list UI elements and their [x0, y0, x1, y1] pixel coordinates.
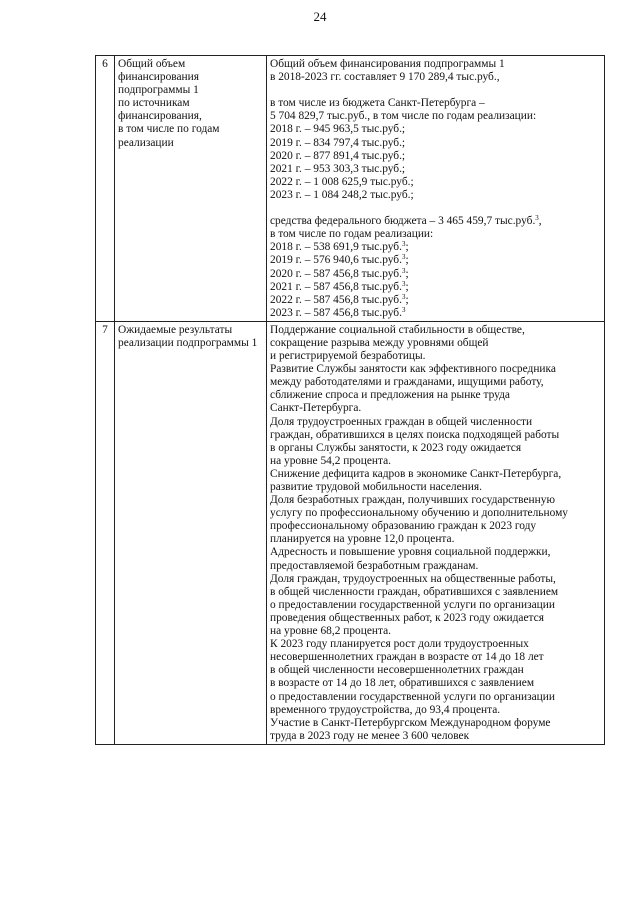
content-text: Доля граждан, трудоустроенных на общественные работы,	[270, 572, 556, 585]
content-line	[270, 137, 601, 150]
content-text: в том числе из бюджета Санкт-Петербурга –	[270, 97, 485, 110]
row-number: 6	[96, 56, 115, 322]
content-line	[270, 389, 601, 402]
label-line: финансирования	[118, 71, 199, 84]
content-line	[270, 307, 601, 320]
content-text: в общей численности граждан, обратившихся с заявлением	[270, 585, 559, 598]
content-text: 2019 г. – 576 940,6 тыс.руб.	[270, 254, 402, 267]
row-label	[115, 56, 267, 322]
content-line	[270, 691, 601, 704]
content-line	[270, 717, 601, 730]
table-row	[96, 321, 605, 744]
content-text: Санкт-Петербурга.	[270, 402, 362, 415]
content-text: 2021 г. – 587 456,8 тыс.руб.	[270, 280, 402, 293]
content-punctuation: ;	[405, 254, 409, 267]
content-text: услугу по профессиональному обучению и дополнительному	[270, 507, 568, 520]
content-text: 5 704 829,7 тыс.руб., в том числе по годам реализации:	[270, 110, 537, 123]
content-text: Общий объем финансирования подпрограммы 1	[270, 58, 505, 70]
content-line	[270, 268, 601, 281]
content-line	[270, 337, 601, 350]
row-content	[267, 321, 605, 744]
content-line	[270, 730, 601, 743]
content-line	[270, 150, 601, 163]
row-content	[267, 56, 605, 322]
content-text: на уровне 54,2 процента.	[270, 454, 391, 467]
page-number: 24	[313, 9, 327, 24]
content-text: Снижение дефицита кадров в экономике Санкт-Петербурга,	[270, 467, 562, 480]
content-line	[270, 704, 601, 717]
content-line	[270, 429, 601, 442]
content-line	[270, 176, 601, 189]
content-line	[270, 281, 601, 294]
content-line	[270, 638, 601, 651]
content-text: проведения общественных работ, к 2023 году ожидается	[270, 611, 544, 624]
content-text: 2023 г. – 587 456,8 тыс.руб.	[270, 306, 402, 319]
label-line: Общий объем	[118, 58, 186, 70]
content-line	[270, 612, 601, 625]
content-line	[270, 520, 601, 533]
content-text: развитие трудовой мобильности населения.	[270, 481, 482, 493]
content-text: 2022 г. – 587 456,8 тыс.руб.	[270, 293, 402, 306]
content-text: планируется на уровне 12,0 процента.	[270, 533, 455, 546]
content-line	[270, 254, 601, 267]
content-punctuation: ;	[405, 267, 409, 280]
label-line: подпрограммы 1	[118, 84, 199, 97]
label-line: Ожидаемые результаты	[118, 323, 233, 336]
content-text: профессиональному образованию граждан к 2023 году	[270, 520, 537, 533]
content-text: сближение спроса и предложения на рынке труда	[270, 389, 510, 402]
content-text: средства федерального бюджета – 3 465 459,7 тыс.руб.	[270, 215, 536, 228]
content-line	[270, 58, 601, 71]
content-text: Участие в Санкт-Петербургском Международном форуме	[270, 716, 551, 729]
content-line	[270, 189, 601, 202]
footnote-marker: 3	[401, 292, 406, 301]
paragraph-gap	[270, 84, 601, 97]
table-row	[96, 56, 605, 322]
label-line: по источникам	[118, 97, 190, 110]
footnote-marker: 3	[401, 253, 406, 262]
content-punctuation: ,	[538, 215, 542, 228]
content-text: предоставляемой безработным гражданам.	[270, 559, 479, 572]
content-line	[270, 651, 601, 664]
content-line	[270, 350, 601, 363]
content-line	[270, 560, 601, 573]
content-text: сокращение разрыва между уровнями общей	[270, 336, 489, 349]
paragraph-gap	[270, 202, 601, 215]
content-line	[270, 442, 601, 455]
content-text: в возрасте от 14 до 18 лет, обратившихся с заявлением	[270, 677, 535, 690]
label-line: реализации	[118, 136, 174, 149]
content-line	[270, 455, 601, 468]
content-line	[270, 416, 601, 429]
footnote-marker: 3	[401, 279, 406, 288]
label-line: реализации подпрограммы 1	[118, 336, 258, 349]
content-text: несовершеннолетних граждан в возрасте от 14 до 18 лет	[270, 651, 544, 664]
content-line	[270, 664, 601, 677]
label-line: финансирования,	[118, 110, 202, 123]
content-line	[270, 599, 601, 612]
content-text: Развитие Службы занятости как эффективного посредника	[270, 363, 556, 376]
content-line	[270, 546, 601, 559]
content-text: на уровне 68,2 процента.	[270, 625, 391, 638]
content-line	[270, 376, 601, 389]
content-text: 2023 г. – 1 084 248,2 тыс.руб.;	[270, 188, 414, 201]
content-text: граждан, обратившихся в целях поиска подходящей работы	[270, 428, 560, 441]
content-line	[270, 363, 601, 376]
content-line	[270, 507, 601, 520]
label-line: в том числе по годам	[118, 123, 220, 136]
content-text: между работодателями и гражданами, ищущими работу,	[270, 376, 544, 389]
content-line	[270, 123, 601, 136]
content-text: 2021 г. – 953 303,3 тыс.руб.;	[270, 162, 406, 175]
content-text: Доля безработных граждан, получивших государственную	[270, 494, 555, 507]
content-line	[270, 215, 601, 228]
footnote-marker: 3	[401, 305, 406, 314]
content-line	[270, 533, 601, 546]
footnote-marker: 3	[401, 240, 406, 249]
content-line	[270, 163, 601, 176]
content-line	[270, 228, 601, 241]
content-text: К 2023 году планируется рост доли трудоустроенных	[270, 638, 529, 651]
content-line	[270, 573, 601, 586]
content-line	[270, 110, 601, 123]
footnote-marker: 3	[401, 266, 406, 275]
content-line	[270, 677, 601, 690]
content-text: 2018 г. – 538 691,9 тыс.руб.	[270, 241, 402, 254]
content-text: о предоставлении государственной услуги по организации	[270, 690, 555, 703]
content-punctuation: ;	[405, 241, 409, 254]
passport-table	[95, 55, 605, 745]
content-line	[270, 97, 601, 110]
content-line	[270, 71, 601, 84]
content-line	[270, 494, 601, 507]
content-line	[270, 586, 601, 599]
content-line	[270, 468, 601, 481]
content-text: в общей численности несовершеннолетних граждан	[270, 664, 524, 677]
content-text: о предоставлении государственной услуги по организации	[270, 598, 555, 611]
footnote-marker: 3	[535, 214, 539, 223]
content-line	[270, 481, 601, 494]
content-text: в том числе по годам реализации:	[270, 228, 434, 241]
content-text: 2018 г. – 945 963,5 тыс.руб.;	[270, 123, 406, 136]
content-text: труда в 2023 году не менее 3 600 человек	[270, 729, 470, 742]
content-text: 2022 г. – 1 008 625,9 тыс.руб.;	[270, 175, 414, 188]
content-text: 2020 г. – 877 891,4 тыс.руб.;	[270, 149, 406, 162]
content-text: в органы Службы занятости, к 2023 году ожидается	[270, 441, 522, 454]
content-text: временного трудоустройства, до 93,4 процента.	[270, 703, 501, 716]
content-line	[270, 402, 601, 415]
content-text: Адресность и повышение уровня социальной поддержки,	[270, 546, 551, 559]
row-number: 7	[96, 321, 115, 744]
content-punctuation: ;	[405, 280, 409, 293]
content-text: 2020 г. – 587 456,8 тыс.руб.	[270, 267, 402, 280]
content-line	[270, 625, 601, 638]
content-text: Доля трудоустроенных граждан в общей численности	[270, 415, 533, 428]
content-line	[270, 241, 601, 254]
content-line	[270, 294, 601, 307]
row-label	[115, 321, 267, 744]
content-text: в 2018-2023 гг. составляет 9 170 289,4 тыс.руб.,	[270, 71, 500, 84]
content-punctuation: ;	[405, 293, 409, 306]
content-line	[270, 324, 601, 337]
content-text: и регистрируемой безработицы.	[270, 350, 426, 363]
content-text: 2019 г. – 834 797,4 тыс.руб.;	[270, 136, 406, 149]
content-text: Поддержание социальной стабильности в обществе,	[270, 323, 525, 336]
